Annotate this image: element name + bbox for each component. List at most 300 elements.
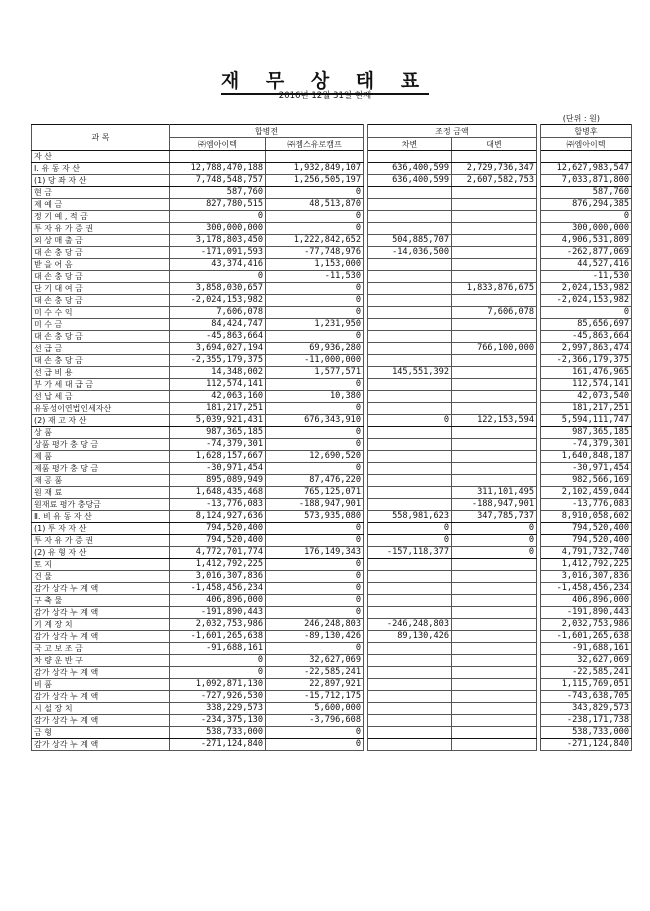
table-row — [32, 607, 632, 619]
table-row — [32, 379, 632, 391]
cell-debit — [368, 319, 452, 331]
cell-credit: -188,947,901 — [452, 499, 537, 511]
cell-gems: 0 — [266, 403, 364, 415]
cell-debit: 504,885,707 — [368, 235, 452, 247]
cell-gems: 0 — [266, 535, 364, 547]
cell-mitech: -30,971,454 — [170, 463, 266, 475]
cell-gems: 87,476,220 — [266, 475, 364, 487]
row-label: 국 고 보 조 금 — [32, 643, 170, 655]
cell-mitech: 43,374,416 — [170, 259, 266, 271]
row-label: 투 자 유 가 증 권 — [32, 223, 170, 235]
cell-debit: 0 — [368, 415, 452, 427]
cell-mitech: 5,039,921,431 — [170, 415, 266, 427]
cell-credit: 1,833,876,675 — [452, 283, 537, 295]
cell-gems: 32,627,069 — [266, 655, 364, 667]
cell-after: 2,032,753,986 — [541, 619, 632, 631]
cell-mitech: 0 — [170, 211, 266, 223]
cell-debit — [368, 655, 452, 667]
row-label: 원재료 평가 충당금 — [32, 499, 170, 511]
row-label: 감가 상각 누 계 액 — [32, 631, 170, 643]
table-row — [32, 571, 632, 583]
cell-gems: -3,796,608 — [266, 715, 364, 727]
cell-mitech — [170, 151, 266, 163]
table-row — [32, 151, 632, 163]
row-label: (1) 당 좌 자 산 — [32, 175, 170, 187]
cell-credit — [452, 211, 537, 223]
cell-after: -11,530 — [541, 271, 632, 283]
cell-credit — [452, 151, 537, 163]
cell-after: 1,412,792,225 — [541, 559, 632, 571]
cell-gems: 0 — [266, 643, 364, 655]
table-row — [32, 175, 632, 187]
cell-debit — [368, 343, 452, 355]
cell-after: 32,627,069 — [541, 655, 632, 667]
cell-debit — [368, 271, 452, 283]
table-row — [32, 583, 632, 595]
cell-mitech: 406,896,000 — [170, 595, 266, 607]
cell-debit: 0 — [368, 523, 452, 535]
cell-mitech: 0 — [170, 271, 266, 283]
row-label: 대 손 충 당 금 — [32, 247, 170, 259]
table-row — [32, 187, 632, 199]
header-before: 합병전 — [170, 125, 364, 138]
row-label: 선 급 비 용 — [32, 367, 170, 379]
cell-credit — [452, 331, 537, 343]
cell-after: -2,024,153,982 — [541, 295, 632, 307]
row-label: 선 납 세 금 — [32, 391, 170, 403]
cell-mitech: -191,890,443 — [170, 607, 266, 619]
cell-after: 987,365,185 — [541, 427, 632, 439]
cell-gems: -188,947,901 — [266, 499, 364, 511]
table-row — [32, 511, 632, 523]
row-label: 자 산 — [32, 151, 170, 163]
cell-gems: 0 — [266, 571, 364, 583]
table-row — [32, 727, 632, 739]
cell-gems: 765,125,071 — [266, 487, 364, 499]
cell-gems: 573,935,080 — [266, 511, 364, 523]
cell-mitech: 42,063,160 — [170, 391, 266, 403]
cell-mitech: 0 — [170, 667, 266, 679]
table-row — [32, 331, 632, 343]
cell-mitech: 895,089,949 — [170, 475, 266, 487]
cell-after: 161,476,965 — [541, 367, 632, 379]
cell-mitech: 1,092,871,130 — [170, 679, 266, 691]
header-col-cr: 대변 — [452, 138, 537, 151]
cell-mitech: 14,348,002 — [170, 367, 266, 379]
table-row — [32, 475, 632, 487]
cell-mitech: 12,788,470,188 — [170, 163, 266, 175]
cell-debit — [368, 259, 452, 271]
cell-credit — [452, 199, 537, 211]
cell-credit: 0 — [452, 535, 537, 547]
header-adjust: 조정 금액 — [368, 125, 537, 138]
cell-debit — [368, 715, 452, 727]
cell-after: 4,791,732,740 — [541, 547, 632, 559]
row-label: 시 설 장 치 — [32, 703, 170, 715]
cell-gems: 0 — [266, 331, 364, 343]
table-row — [32, 319, 632, 331]
cell-gems: 5,600,000 — [266, 703, 364, 715]
cell-debit — [368, 739, 452, 751]
cell-gems: 48,513,870 — [266, 199, 364, 211]
table-row — [32, 703, 632, 715]
table-row — [32, 295, 632, 307]
cell-debit — [368, 487, 452, 499]
row-label: 상 품 — [32, 427, 170, 439]
cell-debit: 636,400,599 — [368, 175, 452, 187]
row-label: 대 손 충 당 금 — [32, 271, 170, 283]
table-row — [32, 547, 632, 559]
cell-after: -271,124,840 — [541, 739, 632, 751]
cell-gems: 0 — [266, 463, 364, 475]
row-label: 정 기 예 , 적 금 — [32, 211, 170, 223]
cell-gems: 0 — [266, 307, 364, 319]
row-label: 상품 평가 충 당 금 — [32, 439, 170, 451]
cell-debit — [368, 379, 452, 391]
cell-debit — [368, 283, 452, 295]
cell-after: -13,776,083 — [541, 499, 632, 511]
table-row — [32, 223, 632, 235]
balance-sheet-table — [31, 124, 632, 751]
row-label: (2) 재 고 자 산 — [32, 415, 170, 427]
cell-credit — [452, 247, 537, 259]
table-row — [32, 307, 632, 319]
cell-after: -22,585,241 — [541, 667, 632, 679]
row-label: 감가 상각 누 계 액 — [32, 691, 170, 703]
row-label: 받 을 어 음 — [32, 259, 170, 271]
cell-debit — [368, 223, 452, 235]
cell-debit — [368, 463, 452, 475]
table-row — [32, 211, 632, 223]
cell-debit — [368, 571, 452, 583]
cell-debit — [368, 451, 452, 463]
cell-gems: -11,530 — [266, 271, 364, 283]
cell-credit — [452, 655, 537, 667]
row-label: (2) 유 형 자 산 — [32, 547, 170, 559]
cell-credit: 122,153,594 — [452, 415, 537, 427]
cell-credit: 7,606,078 — [452, 307, 537, 319]
cell-credit — [452, 667, 537, 679]
cell-gems: 0 — [266, 523, 364, 535]
cell-mitech: 1,412,792,225 — [170, 559, 266, 571]
cell-debit — [368, 187, 452, 199]
cell-after: -191,890,443 — [541, 607, 632, 619]
table-row — [32, 715, 632, 727]
cell-after: 181,217,251 — [541, 403, 632, 415]
row-label: 구 축 물 — [32, 595, 170, 607]
cell-gems: 0 — [266, 223, 364, 235]
row-label: 미 수 금 — [32, 319, 170, 331]
cell-after: 2,024,153,982 — [541, 283, 632, 295]
cell-debit — [368, 331, 452, 343]
cell-debit — [368, 427, 452, 439]
row-label: (1) 투 자 자 산 — [32, 523, 170, 535]
cell-debit — [368, 703, 452, 715]
cell-after: 3,016,307,836 — [541, 571, 632, 583]
cell-debit: 558,981,623 — [368, 511, 452, 523]
cell-mitech: -13,776,083 — [170, 499, 266, 511]
cell-debit: -157,118,377 — [368, 547, 452, 559]
cell-mitech: 794,520,400 — [170, 523, 266, 535]
cell-after: -262,877,069 — [541, 247, 632, 259]
cell-debit — [368, 679, 452, 691]
table-row — [32, 631, 632, 643]
cell-mitech: 3,016,307,836 — [170, 571, 266, 583]
table-row — [32, 235, 632, 247]
table-row — [32, 367, 632, 379]
cell-mitech: -271,124,840 — [170, 739, 266, 751]
row-label: 감가 상각 누 계 액 — [32, 715, 170, 727]
cell-mitech: 587,760 — [170, 187, 266, 199]
row-label: 단 기 대 여 금 — [32, 283, 170, 295]
cell-mitech: 987,365,185 — [170, 427, 266, 439]
header-col-s: ㈜젬스유로캠프 — [266, 138, 364, 151]
cell-credit — [452, 235, 537, 247]
table-row — [32, 487, 632, 499]
table-row — [32, 199, 632, 211]
cell-gems — [266, 151, 364, 163]
cell-mitech: 1,628,157,667 — [170, 451, 266, 463]
cell-mitech: 300,000,000 — [170, 223, 266, 235]
cell-after: -1,601,265,638 — [541, 631, 632, 643]
page-title: 재 무 상 태 표 — [0, 66, 650, 93]
cell-after — [541, 151, 632, 163]
cell-mitech: -234,375,130 — [170, 715, 266, 727]
cell-credit: 2,607,582,753 — [452, 175, 537, 187]
cell-after: -45,863,664 — [541, 331, 632, 343]
cell-credit — [452, 631, 537, 643]
row-label: 차 량 운 반 구 — [32, 655, 170, 667]
cell-gems: 0 — [266, 583, 364, 595]
cell-mitech: 7,606,078 — [170, 307, 266, 319]
cell-credit — [452, 703, 537, 715]
row-label: 유동성이연법인세자산 — [32, 403, 170, 415]
cell-after: 538,733,000 — [541, 727, 632, 739]
row-label: 부 가 세 대 급 금 — [32, 379, 170, 391]
cell-debit — [368, 391, 452, 403]
cell-credit: 0 — [452, 523, 537, 535]
cell-debit — [368, 475, 452, 487]
cell-mitech: 338,229,573 — [170, 703, 266, 715]
cell-after: 2,102,459,044 — [541, 487, 632, 499]
cell-credit — [452, 391, 537, 403]
table-row — [32, 595, 632, 607]
row-label: Ⅰ. 유 동 자 산 — [32, 163, 170, 175]
table-row — [32, 739, 632, 751]
cell-credit — [452, 643, 537, 655]
table-row — [32, 643, 632, 655]
table-row — [32, 655, 632, 667]
cell-credit — [452, 427, 537, 439]
cell-credit — [452, 451, 537, 463]
cell-gems: 0 — [266, 427, 364, 439]
header-col-m: ㈜엠아이텍 — [170, 138, 266, 151]
cell-credit — [452, 319, 537, 331]
table-row — [32, 691, 632, 703]
cell-credit: 2,729,736,347 — [452, 163, 537, 175]
row-label: 투 자 유 가 증 권 — [32, 535, 170, 547]
unit-label: (단위 : 원) — [562, 114, 600, 123]
cell-mitech: 3,694,027,194 — [170, 343, 266, 355]
table-row — [32, 283, 632, 295]
cell-debit: -14,036,500 — [368, 247, 452, 259]
cell-debit — [368, 643, 452, 655]
cell-credit — [452, 727, 537, 739]
table-row — [32, 439, 632, 451]
row-label: 감가 상각 누 계 액 — [32, 667, 170, 679]
cell-credit — [452, 295, 537, 307]
cell-debit — [368, 355, 452, 367]
cell-gems: 176,149,343 — [266, 547, 364, 559]
cell-credit — [452, 583, 537, 595]
table-row — [32, 523, 632, 535]
cell-after: 1,115,769,051 — [541, 679, 632, 691]
report-date: 2016년 12월 31일 현재 — [278, 91, 372, 101]
cell-credit — [452, 607, 537, 619]
row-label: 재 공 품 — [32, 475, 170, 487]
cell-gems: 676,343,910 — [266, 415, 364, 427]
cell-credit — [452, 355, 537, 367]
cell-mitech: -2,024,153,982 — [170, 295, 266, 307]
table-row — [32, 271, 632, 283]
cell-credit — [452, 271, 537, 283]
cell-gems: 1,222,842,652 — [266, 235, 364, 247]
cell-gems: 22,897,921 — [266, 679, 364, 691]
cell-after: 794,520,400 — [541, 523, 632, 535]
header-item: 과 목 — [32, 125, 170, 151]
cell-debit — [368, 583, 452, 595]
cell-after: 982,566,169 — [541, 475, 632, 487]
header-col-dr: 차변 — [368, 138, 452, 151]
row-label: 대 손 충 당 금 — [32, 295, 170, 307]
cell-debit: 89,130,426 — [368, 631, 452, 643]
cell-after: 343,829,573 — [541, 703, 632, 715]
cell-gems: -22,585,241 — [266, 667, 364, 679]
cell-mitech: 538,733,000 — [170, 727, 266, 739]
cell-after: 42,073,540 — [541, 391, 632, 403]
cell-credit — [452, 475, 537, 487]
cell-debit — [368, 559, 452, 571]
header-col-after: ㈜엠아이텍 — [541, 138, 632, 151]
cell-gems: 1,577,571 — [266, 367, 364, 379]
table-row — [32, 667, 632, 679]
cell-mitech: 3,858,030,657 — [170, 283, 266, 295]
row-label: 금 형 — [32, 727, 170, 739]
cell-debit — [368, 199, 452, 211]
row-label: 대 손 충 당 금 — [32, 355, 170, 367]
cell-debit — [368, 595, 452, 607]
cell-mitech: 7,748,548,757 — [170, 175, 266, 187]
cell-after: 794,520,400 — [541, 535, 632, 547]
cell-gems: 1,153,000 — [266, 259, 364, 271]
cell-gems: 0 — [266, 727, 364, 739]
cell-mitech: -91,688,161 — [170, 643, 266, 655]
cell-mitech: -74,379,301 — [170, 439, 266, 451]
table-row — [32, 391, 632, 403]
row-label: 원 재 료 — [32, 487, 170, 499]
cell-gems: -15,712,175 — [266, 691, 364, 703]
row-label: 제 예 금 — [32, 199, 170, 211]
cell-gems: 246,248,803 — [266, 619, 364, 631]
cell-credit — [452, 739, 537, 751]
row-label: 대 손 충 당 금 — [32, 331, 170, 343]
cell-credit — [452, 679, 537, 691]
row-label: 토 지 — [32, 559, 170, 571]
cell-gems: 1,256,505,197 — [266, 175, 364, 187]
cell-after: 1,640,848,187 — [541, 451, 632, 463]
cell-credit — [452, 559, 537, 571]
row-label: 미 수 수 익 — [32, 307, 170, 319]
cell-gems: 0 — [266, 379, 364, 391]
table-row — [32, 535, 632, 547]
cell-gems: -89,130,426 — [266, 631, 364, 643]
cell-credit: 0 — [452, 547, 537, 559]
row-label: 비 품 — [32, 679, 170, 691]
cell-credit: 766,100,000 — [452, 343, 537, 355]
table-row — [32, 403, 632, 415]
cell-gems: 0 — [266, 283, 364, 295]
cell-credit — [452, 259, 537, 271]
table-row — [32, 163, 632, 175]
cell-mitech: -1,601,265,638 — [170, 631, 266, 643]
cell-gems: 0 — [266, 187, 364, 199]
cell-credit — [452, 619, 537, 631]
cell-after: 85,656,697 — [541, 319, 632, 331]
cell-debit: 636,400,599 — [368, 163, 452, 175]
cell-gems: 0 — [266, 211, 364, 223]
cell-gems: 12,690,520 — [266, 451, 364, 463]
cell-debit — [368, 667, 452, 679]
cell-after: 0 — [541, 307, 632, 319]
cell-after: 7,033,871,800 — [541, 175, 632, 187]
cell-mitech: 794,520,400 — [170, 535, 266, 547]
table-row — [32, 463, 632, 475]
cell-after: -30,971,454 — [541, 463, 632, 475]
cell-credit: 311,101,495 — [452, 487, 537, 499]
row-label: 제품 평가 충 당 금 — [32, 463, 170, 475]
cell-after: -74,379,301 — [541, 439, 632, 451]
cell-gems: 10,380 — [266, 391, 364, 403]
row-label: 감가 상각 누 계 액 — [32, 739, 170, 751]
row-label: 선 급 금 — [32, 343, 170, 355]
table-row — [32, 559, 632, 571]
cell-mitech: 2,032,753,986 — [170, 619, 266, 631]
cell-credit — [452, 439, 537, 451]
table-row — [32, 259, 632, 271]
cell-debit — [368, 151, 452, 163]
cell-after: 112,574,141 — [541, 379, 632, 391]
cell-after: 4,906,531,809 — [541, 235, 632, 247]
cell-mitech: -727,926,530 — [170, 691, 266, 703]
cell-after: 2,997,863,474 — [541, 343, 632, 355]
cell-mitech: 1,648,435,468 — [170, 487, 266, 499]
cell-mitech: -171,091,593 — [170, 247, 266, 259]
cell-gems: 1,231,950 — [266, 319, 364, 331]
cell-after: 876,294,385 — [541, 199, 632, 211]
cell-credit — [452, 379, 537, 391]
cell-after: -91,688,161 — [541, 643, 632, 655]
cell-gems: -11,000,000 — [266, 355, 364, 367]
cell-credit — [452, 595, 537, 607]
cell-mitech: 84,424,747 — [170, 319, 266, 331]
cell-credit — [452, 463, 537, 475]
cell-debit — [368, 295, 452, 307]
cell-credit — [452, 223, 537, 235]
cell-debit — [368, 499, 452, 511]
cell-after: 5,594,111,747 — [541, 415, 632, 427]
cell-after: -1,458,456,234 — [541, 583, 632, 595]
cell-mitech: -2,355,179,375 — [170, 355, 266, 367]
